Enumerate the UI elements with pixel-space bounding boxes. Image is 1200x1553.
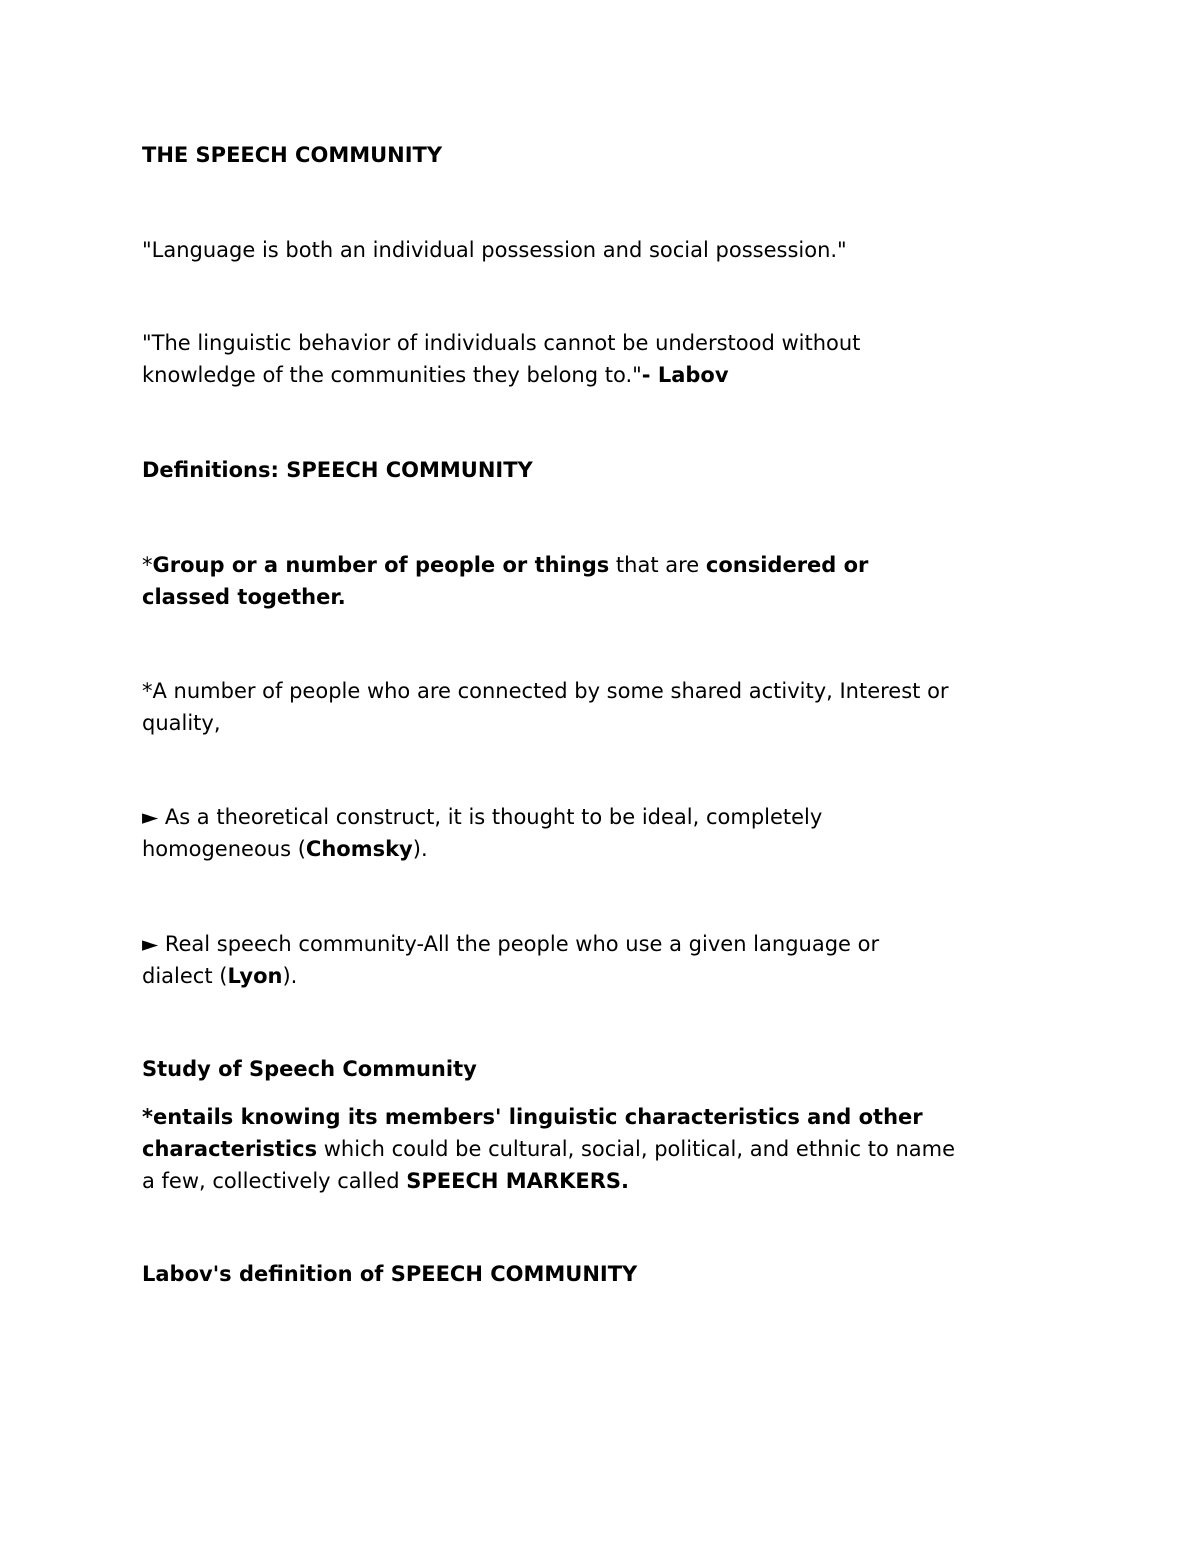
definition-group xyxy=(142,549,1072,613)
quote-labov-author: - Labov xyxy=(641,363,729,387)
point-theoretical-post: ). xyxy=(412,837,428,861)
definitions-heading: Definitions: SPEECH COMMUNITY xyxy=(142,458,533,482)
quote-labov-line2: knowledge of the communities they belong to." xyxy=(142,363,642,387)
definition-group-prefix: * xyxy=(142,553,153,577)
point-real-lyon: Lyon xyxy=(227,964,283,988)
point-real-line1: ► Real speech community-All the people who use a given language or xyxy=(142,932,880,956)
definition-group-bold: Group or a number of people or things xyxy=(152,553,610,577)
study-line2-rest: which could be cultural, social, political, and ethnic to name xyxy=(317,1137,956,1161)
quote-labov xyxy=(142,327,1072,391)
point-theoretical-construct xyxy=(142,801,1072,865)
study-line1: *entails knowing its members' linguistic characteristics and other xyxy=(142,1105,923,1129)
definition-group-classed: classed together. xyxy=(142,585,346,609)
point-theoretical-pre: homogeneous ( xyxy=(142,837,306,861)
definition-group-considered: considered or xyxy=(705,553,869,577)
study-line3-pre: a few, collectively called xyxy=(142,1169,407,1193)
definition-people-connected xyxy=(142,675,1072,739)
definition-people-line1: *A number of people who are connected by some shared activity, Interest or xyxy=(142,679,949,703)
quote-labov-line1: "The linguistic behavior of individuals cannot be understood without xyxy=(142,331,861,355)
point-real-speech-community xyxy=(142,928,1072,992)
study-speech-markers: SPEECH MARKERS. xyxy=(406,1169,629,1193)
document-title: THE SPEECH COMMUNITY xyxy=(142,143,443,167)
labov-definition-heading: Labov's definition of SPEECH COMMUNITY xyxy=(142,1262,638,1286)
definition-people-line2: quality, xyxy=(142,711,221,735)
quote-language-possession: "Language is both an individual possession and social possession." xyxy=(142,238,847,262)
point-theoretical-chomsky: Chomsky xyxy=(305,837,413,861)
point-real-pre: dialect ( xyxy=(142,964,228,988)
point-theoretical-line1: ► As a theoretical construct, it is thought to be ideal, completely xyxy=(142,805,823,829)
definition-group-mid: that are xyxy=(609,553,706,577)
study-characteristics: characteristics xyxy=(142,1137,318,1161)
study-paragraph xyxy=(142,1101,1072,1197)
point-real-post: ). xyxy=(282,964,298,988)
study-heading: Study of Speech Community xyxy=(142,1057,477,1081)
